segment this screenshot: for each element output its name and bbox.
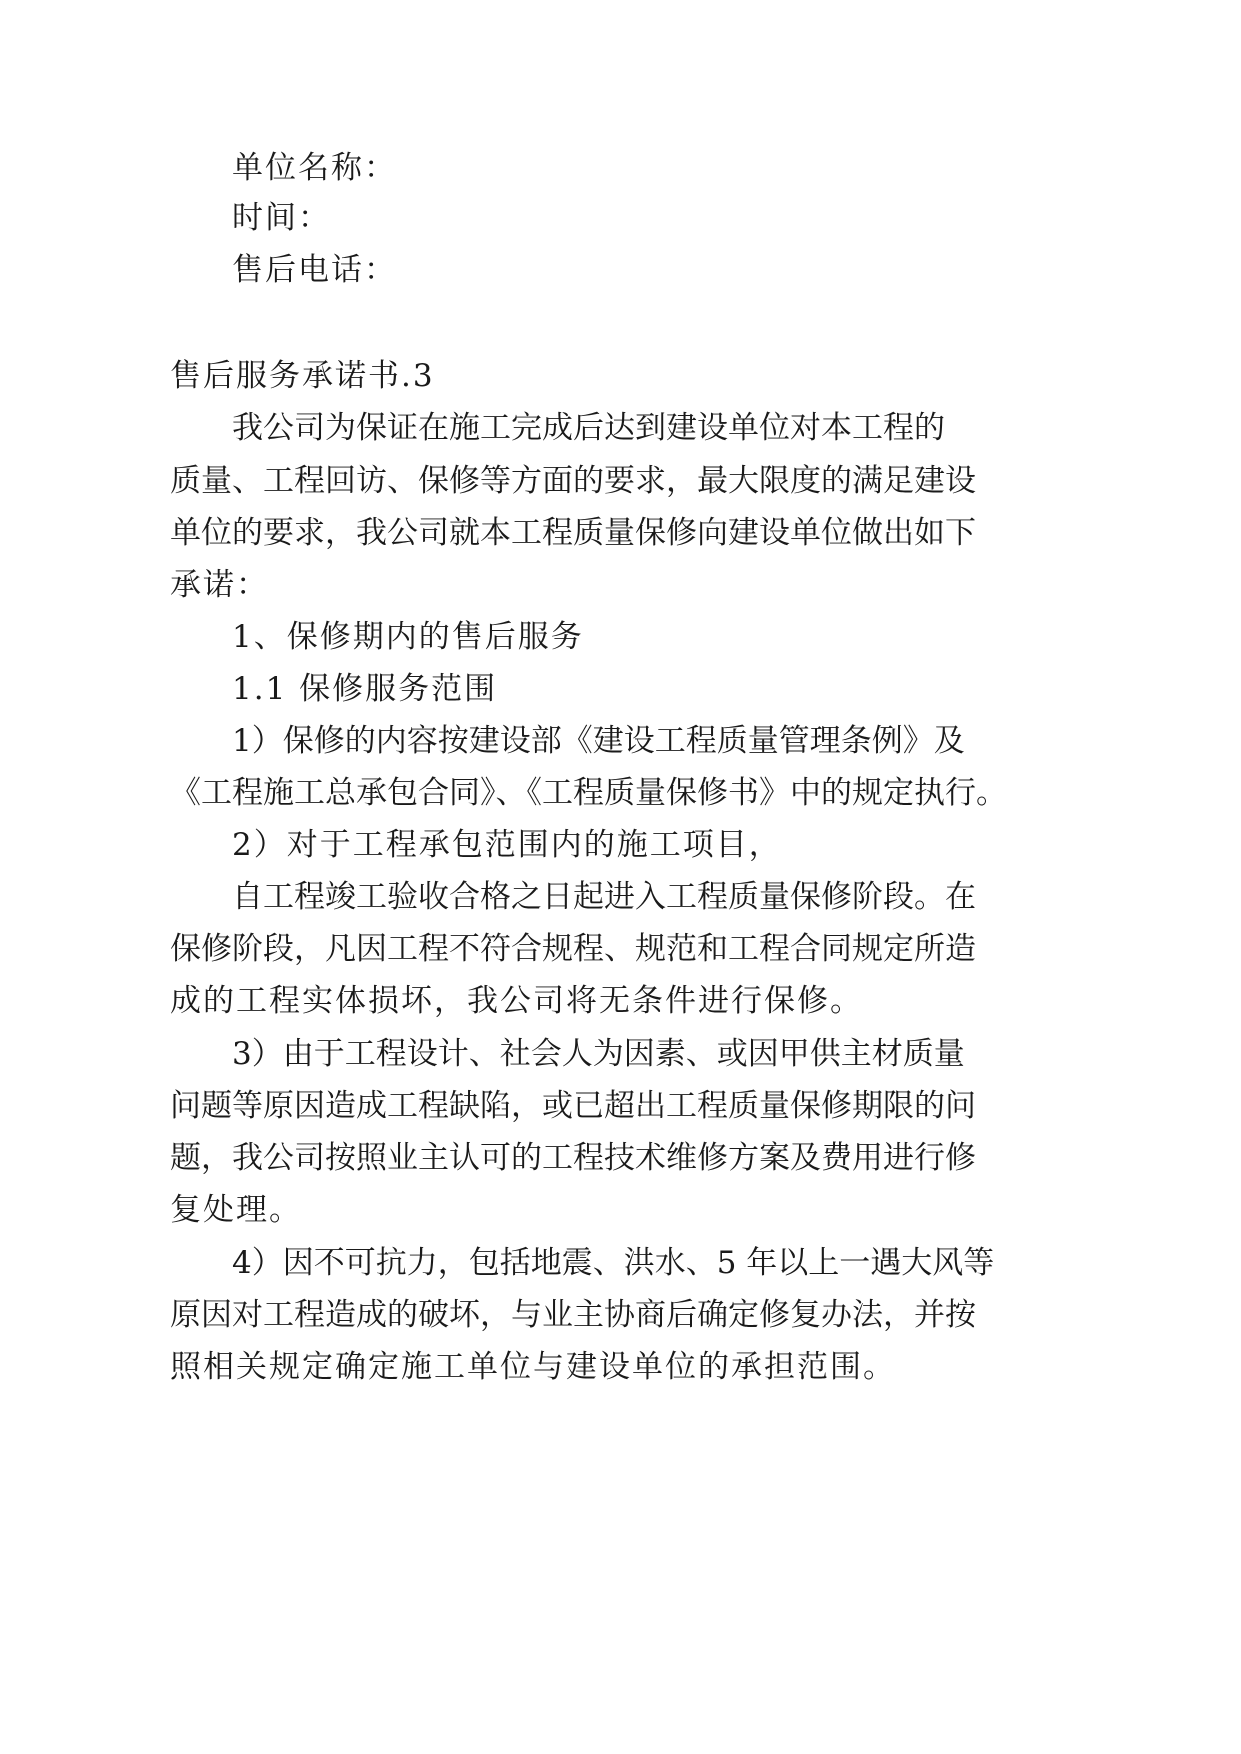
item-3-line: 问题等原因造成工程缺陷，或已超出工程质量保修期限的问 [170,1088,976,1124]
item-4-line: 原因对工程造成的破坏，与业主协商后确定修复办法，并按 [170,1297,976,1333]
item-3-line: 复处理。 [170,1192,302,1228]
item-1-line: 1）保修的内容按建设部《建设工程质量管理条例》及 [232,723,965,759]
item-1-line: 《工程施工总承包合同》、《工程质量保修书》中的规定执行。 [170,775,1007,811]
item-2-line: 保修阶段，凡因工程不符合规程、规范和工程合同规定所造 [170,931,976,967]
item-3-line: 题，我公司按照业主认可的工程技术维修方案及费用进行修 [170,1140,976,1176]
intro-line: 单位的要求，我公司就本工程质量保修向建设单位做出如下 [170,515,976,551]
item-3-line: 3）由于工程设计、社会人为因素、或因甲供主材质量 [232,1036,965,1072]
intro-line: 承诺： [170,567,269,603]
unit-name-field: 单位名称： [232,150,397,186]
item-2-line: 成的工程实体损坏，我公司将无条件进行保修。 [170,983,863,1019]
heading-1: 1、保修期内的售后服务 [232,619,584,655]
item-2-line: 自工程竣工验收合格之日起进入工程质量保修阶段。在 [232,879,976,915]
intro-line: 质量、工程回访、保修等方面的要求，最大限度的满足建设 [170,463,976,499]
time-field: 时间： [232,200,331,236]
section-title: 售后服务承诺书.3 [170,358,435,394]
service-phone-field: 售后电话： [232,252,397,288]
intro-line: 我公司为保证在施工完成后达到建设单位对本工程的 [232,410,945,446]
heading-1-1: 1.1 保修服务范围 [232,671,498,707]
item-4-line: 照相关规定确定施工单位与建设单位的承担范围。 [170,1349,896,1385]
item-4-line: 4）因不可抗力，包括地震、洪水、5 年以上一遇大风等 [232,1245,995,1281]
item-2-line: 2）对于工程承包范围内的施工项目， [232,827,782,863]
